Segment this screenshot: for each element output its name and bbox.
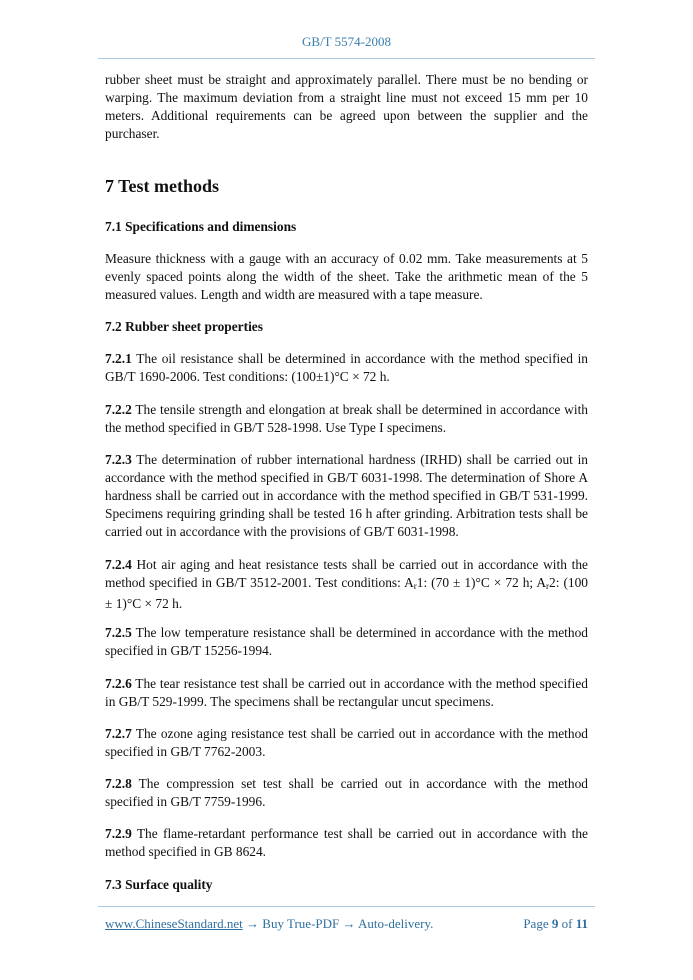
page-header: GB/T 5574-2008 <box>302 34 391 49</box>
clause-text: The flame-retardant performance test shall be carried out in accordance with the method specified in GB 8624. <box>105 826 588 859</box>
of-label: of <box>558 916 576 931</box>
clause-text: 1: (70 ± 1)°C × 72 h; A <box>416 575 547 590</box>
arrow-icon: → <box>246 916 260 931</box>
subsection-heading: 7.2 Rubber sheet properties <box>105 319 263 334</box>
page-footer <box>105 916 588 932</box>
clause-number: 7.2.5 <box>105 625 132 640</box>
clause-text: The tear resistance test shall be carried out in accordance with the method specified in GB/T 529-1999. The specimens shall be rectangular uncut specimens. <box>105 676 588 709</box>
clause-text: Hot air aging and heat resistance tests shall be carried out in accordance with the method specified in GB/T 3512-2001. Test conditions: A <box>105 557 588 590</box>
page-label: Page <box>523 916 552 931</box>
section-heading: 7 Test methods <box>105 176 220 196</box>
website-link[interactable]: www.ChineseStandard.net <box>105 916 243 931</box>
clause-7-2-8 <box>105 775 588 811</box>
footer-text: Buy True-PDF <box>259 916 343 931</box>
clause-7-2-6 <box>105 675 588 711</box>
clause-number: 7.2.1 <box>105 351 132 366</box>
current-page: 9 <box>551 916 559 931</box>
total-pages: 11 <box>575 916 588 931</box>
page-number <box>523 916 588 932</box>
paragraph: Measure thickness with a gauge with an accuracy of 0.02 mm. Take measurements at 5 evenly spaced points along the width of the sheet. Take the arithmetic mean of the 5 measured values. Length and width are measured with a tape measure. <box>105 251 588 302</box>
arrow-icon: → <box>342 916 356 931</box>
clause-number: 7.2.8 <box>105 776 132 791</box>
clause-text: The compression set test shall be carried out in accordance with the method specified in GB/T 7759-1996. <box>105 776 588 809</box>
clause-number: 7.2.7 <box>105 726 132 741</box>
clause-7-2-9 <box>105 825 588 861</box>
clause-text: 2: (100 ± 1)°C × 72 h. <box>105 575 588 611</box>
footer-divider <box>98 906 595 907</box>
clause-text: The tensile strength and elongation at break shall be determined in accordance with the method specified in GB/T 528-1998. Use Type I specimens. <box>105 402 588 435</box>
clause-7-2-7 <box>105 725 588 761</box>
clause-text: The oil resistance shall be determined in accordance with the method specified in GB/T 1690-2006. Test conditions: (100±1)°C × 72 h. <box>105 351 588 384</box>
subscript: r <box>413 581 417 591</box>
clause-7-2-2 <box>105 401 588 437</box>
clause-7-2-1 <box>105 350 588 386</box>
clause-number: 7.2.4 <box>105 557 132 572</box>
clause-7-2-3 <box>105 451 588 541</box>
clause-number: 7.2.2 <box>105 402 132 417</box>
clause-7-2-5 <box>105 624 588 660</box>
subsection-heading: 7.1 Specifications and dimensions <box>105 219 297 234</box>
clause-text: The low temperature resistance shall be determined in accordance with the method specified in GB/T 15256-1994. <box>105 625 588 658</box>
clause-7-2-4 <box>105 556 588 613</box>
subsection-heading: 7.3 Surface quality <box>105 877 213 892</box>
clause-text: The ozone aging resistance test shall be carried out in accordance with the method specified in GB/T 7762-2003. <box>105 726 588 759</box>
clause-number: 7.2.6 <box>105 676 132 691</box>
clause-number: 7.2.3 <box>105 452 132 467</box>
header-divider <box>98 58 595 59</box>
subscript: r <box>546 581 550 591</box>
clause-text: The determination of rubber international hardness (IRHD) shall be carried out in accordance with the method specified in GB/T 6031-1998. The determination of Shore A hardness shall be carried out in accordance with the method specified in GB/T 531-1999. Specimens requiring grinding shall be tested 16 h after grinding. Arbitration tests shall be carried out in accordance with the provisions of GB/T 6031-1998. <box>105 452 588 539</box>
footer-text: Auto-delivery. <box>355 916 434 931</box>
clause-number: 7.2.9 <box>105 826 132 841</box>
intro-paragraph: rubber sheet must be straight and approximately parallel. There must be no bending or warping. The maximum deviation from a straight line must not exceed 15 mm per 10 meters. Additional requirements can be agreed upon between the supplier and the purchaser. <box>105 72 588 141</box>
